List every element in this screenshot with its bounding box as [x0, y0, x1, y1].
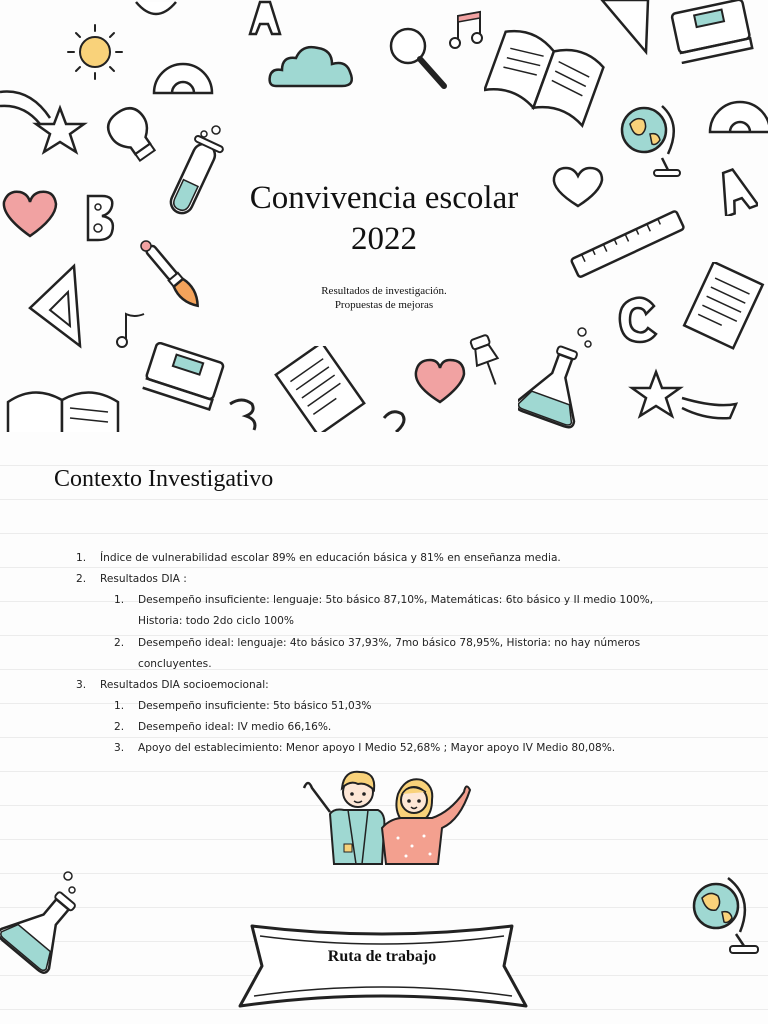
list-item-number: 2.	[114, 721, 125, 733]
open-book-icon	[0, 372, 128, 432]
list-item-number: 3.	[114, 742, 125, 754]
triangle-ruler-icon	[596, 0, 654, 56]
leaf-icon	[132, 0, 180, 22]
list-item: Resultados DIA socioemocional:	[100, 679, 269, 691]
magnifier-icon	[384, 24, 450, 94]
cover-subtitle-line2: Propuestas de mejoras	[334, 299, 434, 311]
list-item-continuation: Historia: todo 2do ciclo 100%	[138, 615, 294, 627]
heart-icon	[410, 356, 470, 406]
list-item-number: 3.	[76, 679, 87, 691]
flask-icon	[518, 324, 602, 432]
cover-title-line1: Convivencia escolar	[249, 180, 519, 216]
shooting-star-icon	[0, 72, 96, 164]
light-bulb-icon	[104, 104, 162, 166]
protractor-icon	[706, 86, 768, 136]
open-book-icon	[484, 18, 608, 128]
globe-icon	[612, 94, 688, 180]
cover-slide	[0, 0, 768, 432]
list-item-continuation: concluyentes.	[138, 658, 212, 670]
list-item-number: 2.	[114, 637, 125, 649]
number-two-icon	[378, 408, 412, 432]
list-item-number: 1.	[76, 552, 87, 564]
children-illustration	[294, 768, 474, 866]
music-note-icon	[448, 8, 488, 52]
ribbon-banner	[232, 920, 532, 1012]
cover-title-line2: 2022	[351, 221, 417, 257]
list-item-number: 1.	[114, 700, 125, 712]
list-item: Desempeño insuficiente: 5to básico 51,03%	[138, 700, 372, 712]
list-item: Índice de vulnerabilidad escolar 89% en educación básica y 81% en enseñanza media.	[100, 552, 561, 564]
context-heading: Contexto Investigativo	[54, 466, 274, 492]
push-pin-icon	[468, 332, 506, 390]
document-icon	[272, 346, 368, 432]
list-item: Desempeño ideal: lenguaje: 4to básico 37,93%, 7mo básico 78,95%, Historia: no hay números	[138, 637, 641, 649]
number-three-icon	[222, 396, 262, 432]
list-item: Resultados DIA :	[100, 573, 187, 585]
shooting-star-icon	[626, 368, 768, 432]
protractor-icon	[150, 45, 216, 97]
list-item: Desempeño ideal: IV medio 66,16%.	[138, 721, 332, 733]
closed-book-icon	[140, 342, 228, 412]
list-item-number: 1.	[114, 594, 125, 606]
globe-icon	[688, 872, 768, 956]
cloud-icon	[266, 40, 358, 92]
cover-subtitle-line1: Resultados de investigación.	[321, 285, 447, 297]
flask-icon	[0, 868, 90, 974]
route-label: Ruta de trabajo	[327, 948, 437, 965]
closed-book-icon	[668, 0, 756, 64]
list-item-number: 2.	[76, 573, 87, 585]
letter-a-icon	[242, 0, 286, 36]
cover-subtitle	[0, 284, 768, 312]
list-item: Desempeño insuficiente: lenguaje: 5to básico 87,10%, Matemáticas: 6to básico y II medio 100%,	[138, 594, 654, 606]
cover-title	[0, 178, 768, 260]
list-item: Apoyo del establecimiento: Menor apoyo I Medio 52,68% ; Mayor apoyo IV Medio 80,08%.	[138, 742, 616, 754]
